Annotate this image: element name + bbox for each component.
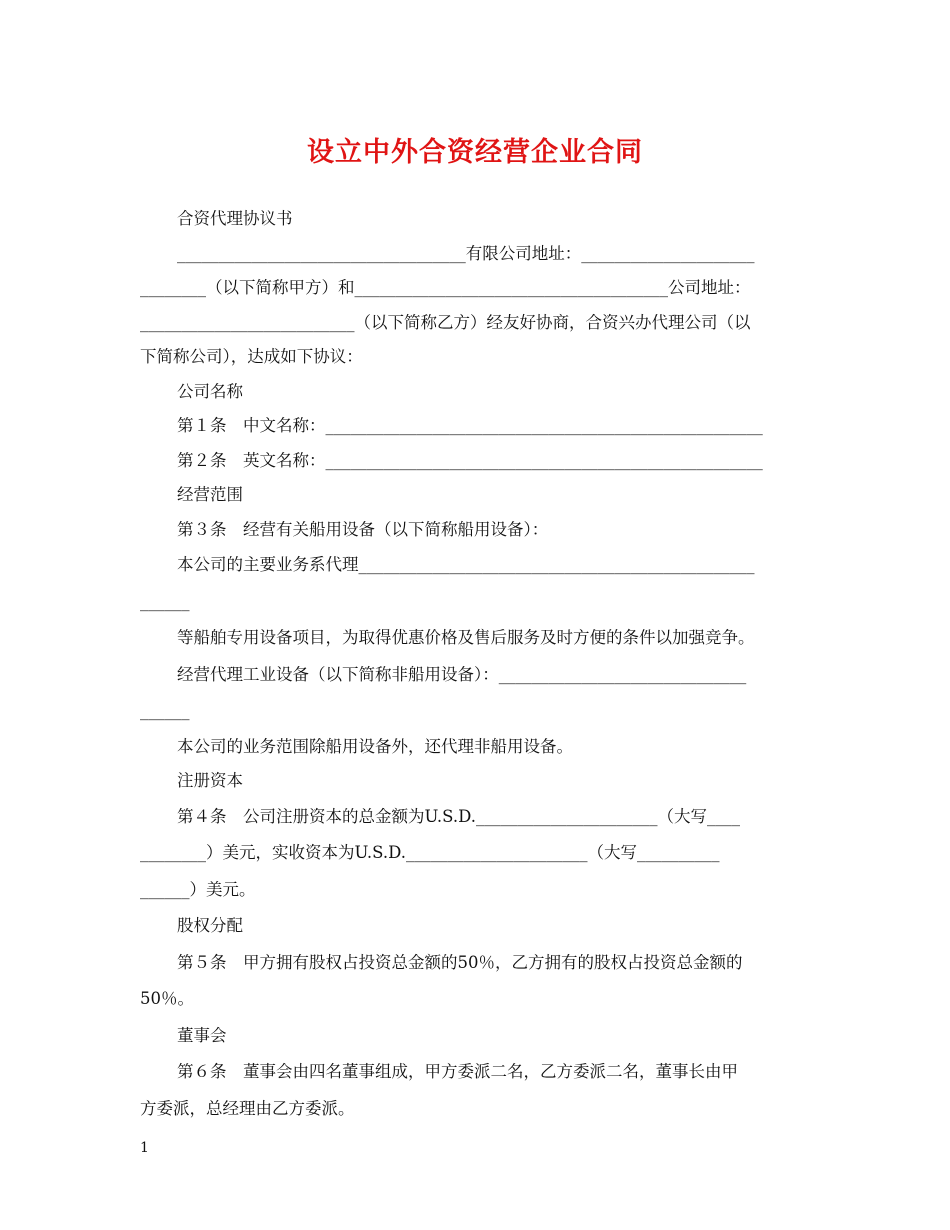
section-heading-registered-capital: 注册资本 xyxy=(177,771,243,790)
industrial-equipment-line: 经营代理工业设备（以下简称非船用设备）：______________________________ xyxy=(177,664,747,684)
article-6-end: 方委派，总经理由乙方委派。 xyxy=(140,1098,355,1118)
blank-fill-line: ______ xyxy=(140,591,190,611)
section-heading-board: 董事会 xyxy=(177,1025,227,1045)
section-heading-equity: 股权分配 xyxy=(177,916,243,935)
article-1: 第１条 中文名称：_____________________________________________________ xyxy=(177,416,763,435)
article-4-cont: ________）美元，实收资本为U.S.D.______________________（大写__________ xyxy=(140,843,720,862)
section-heading-business-scope: 经营范围 xyxy=(177,485,243,504)
page-number: 1 xyxy=(140,1140,149,1156)
business-scope-summary: 本公司的业务范围除船用设备外，还代理非船用设备。 xyxy=(177,736,573,756)
article-5-end: 50％。 xyxy=(140,989,194,1008)
party-a-line: ___________________________________有限公司地址：_____________________ xyxy=(177,243,755,263)
document-body xyxy=(140,202,812,1127)
article-5: 第５条 甲方拥有股权占投资总金额的50％，乙方拥有的股权占投资总金额的 xyxy=(177,952,743,972)
article-2: 第２条 英文名称：_____________________________________________________ xyxy=(177,450,763,470)
article-4: 第４条 公司注册资本的总金额为U.S.D.______________________（大写____ xyxy=(177,806,740,826)
marine-equipment-line: 等船舶专用设备项目，为取得优惠价格及售后服务及时方便的条件以加强竞争。 xyxy=(177,628,755,647)
article-6: 第６条 董事会由四名董事组成，甲方委派二名，乙方委派二名，董事长由甲 xyxy=(177,1062,738,1081)
section-heading-agreement: 合资代理协议书 xyxy=(177,209,293,228)
section-heading-company-name: 公司名称 xyxy=(177,381,243,401)
blank-fill-line: ______ xyxy=(140,701,190,720)
article-3: 第３条 经营有关船用设备（以下简称船用设备）： xyxy=(177,519,549,539)
article-4-end: ______）美元。 xyxy=(140,879,256,899)
preamble-line-end: 下简称公司），达成如下协议： xyxy=(140,347,363,366)
main-business-line: 本公司的主要业务系代理________________________________________________ xyxy=(177,555,755,574)
document-title: 设立中外合资经营企业合同 xyxy=(307,137,643,168)
party-b-line: ________（以下简称甲方）和______________________________________公司地址： xyxy=(140,278,751,297)
preamble-line: __________________________（以下简称乙方）经友好协商，合资兴办代理公司（以 xyxy=(140,312,751,332)
